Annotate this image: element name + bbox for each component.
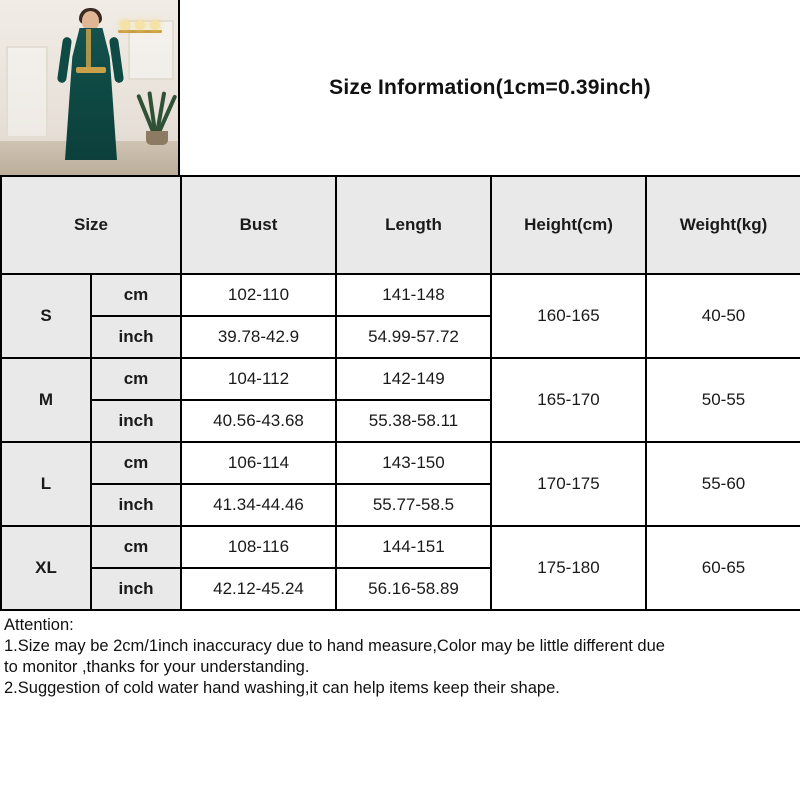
table-row [1,526,800,568]
cell-length-inch: 54.99-57.72 [336,316,491,358]
title-cell [180,0,800,175]
cell-height: 165-170 [491,358,646,442]
cell-bust-cm: 108-116 [181,526,336,568]
unit-label-cm: cm [91,526,181,568]
column-header-length: Length [336,176,491,274]
note-line-1: 1.Size may be 2cm/1inch inaccuracy due to hand measure,Color may be little different due [4,637,665,656]
cell-length-cm: 141-148 [336,274,491,316]
plant-icon [136,81,176,145]
cell-length-inch: 55.77-58.5 [336,484,491,526]
column-header-bust: Bust [181,176,336,274]
cell-height: 160-165 [491,274,646,358]
unit-label-inch: inch [91,316,181,358]
column-header-size: Size [1,176,181,274]
note-line-2: to monitor ,thanks for your understanding. [4,658,310,677]
cell-weight: 50-55 [646,358,800,442]
cell-length-cm: 143-150 [336,442,491,484]
unit-label-cm: cm [91,358,181,400]
attention-note [0,611,800,699]
note-line-3: 2.Suggestion of cold water hand washing,it can help items keep their shape. [4,679,560,698]
unit-label-inch: inch [91,400,181,442]
page-title: Size Information(1cm=0.39inch) [329,75,651,99]
row-size-label: L [1,442,91,526]
cell-height: 175-180 [491,526,646,610]
product-photo [0,0,180,175]
table-header-row [1,176,800,274]
table-row [1,274,800,316]
cell-length-cm: 144-151 [336,526,491,568]
cell-bust-cm: 104-112 [181,358,336,400]
cell-length-inch: 55.38-58.11 [336,400,491,442]
row-size-label: S [1,274,91,358]
cell-length-cm: 142-149 [336,358,491,400]
unit-label-cm: cm [91,274,181,316]
cell-bust-cm: 102-110 [181,274,336,316]
cell-weight: 60-65 [646,526,800,610]
cell-height: 170-175 [491,442,646,526]
wall-panel-left [6,46,48,138]
cell-bust-inch: 41.34-44.46 [181,484,336,526]
cell-length-inch: 56.16-58.89 [336,568,491,610]
header-row [0,0,800,175]
column-header-weight: Weight(kg) [646,176,800,274]
cell-bust-cm: 106-114 [181,442,336,484]
cell-weight: 55-60 [646,442,800,526]
size-table [0,175,800,611]
row-size-label: M [1,358,91,442]
cell-bust-inch: 39.78-42.9 [181,316,336,358]
row-size-label: XL [1,526,91,610]
unit-label-inch: inch [91,484,181,526]
cell-weight: 40-50 [646,274,800,358]
note-heading: Attention: [4,616,74,634]
table-row [1,442,800,484]
cell-bust-inch: 42.12-45.24 [181,568,336,610]
model-figure [52,11,130,163]
unit-label-inch: inch [91,568,181,610]
cell-bust-inch: 40.56-43.68 [181,400,336,442]
table-row [1,358,800,400]
unit-label-cm: cm [91,442,181,484]
column-header-height: Height(cm) [491,176,646,274]
